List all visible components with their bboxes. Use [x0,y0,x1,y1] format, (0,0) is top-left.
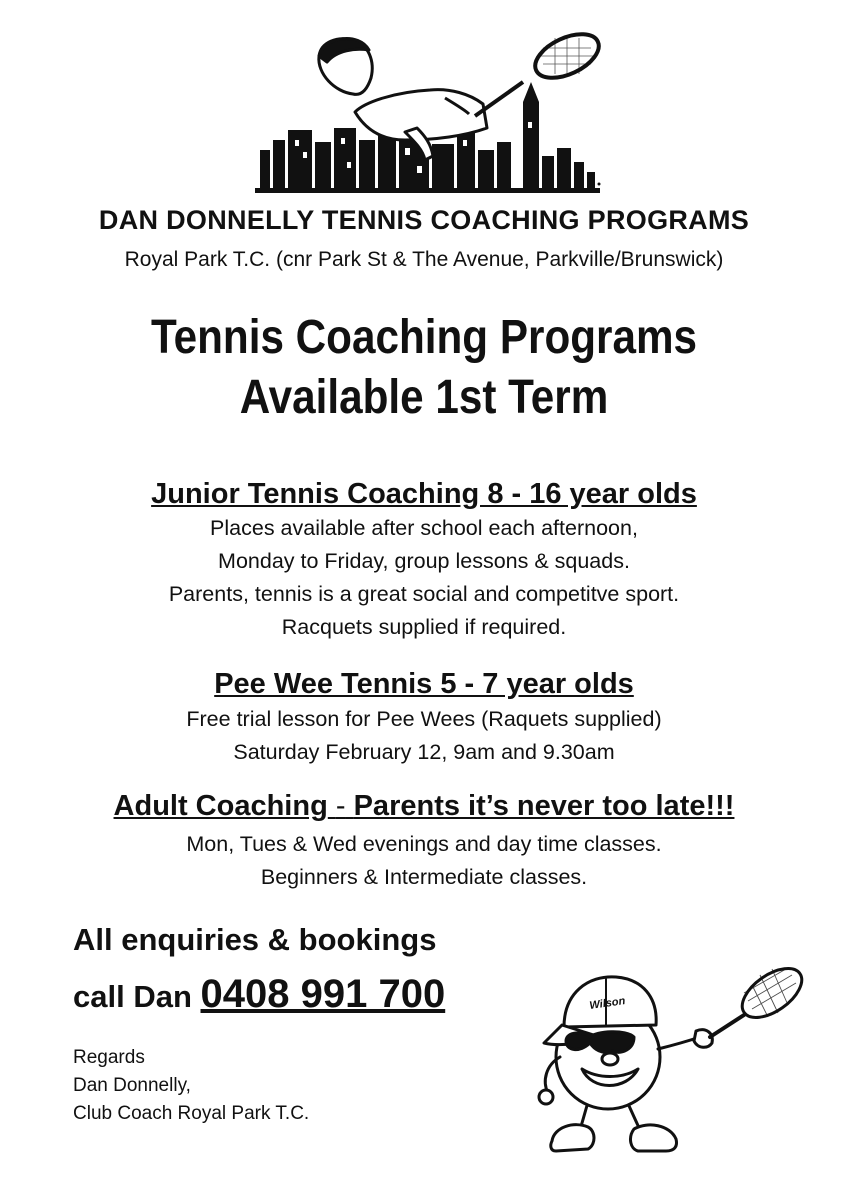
heading-separator: - [335,790,346,822]
adult-line: Beginners & Intermediate classes. [260,865,588,889]
signoff-regards: Regards [73,1047,145,1068]
signoff-role: Club Coach Royal Park T.C. [73,1103,310,1124]
junior-line: Racquets supplied if required. [281,615,567,639]
peewee-tennis-heading: Pee Wee Tennis 5 - 7 year olds [214,668,634,700]
peewee-line: Free trial lesson for Pee Wees (Raquets supplied) [186,707,662,731]
junior-line: Monday to Friday, group lessons & squads. [218,549,630,573]
adult-coaching-tagline: Parents it’s never too late!!! [353,790,735,822]
peewee-line: Saturday February 12, 9am and 9.30am [233,740,615,764]
junior-line: Places available after school each afternoon, [210,516,638,540]
cap-logo-text: Wilson [588,995,627,1012]
enquiries-line: All enquiries & bookings [73,922,437,957]
adult-coaching-title: Adult Coaching [113,790,328,822]
adult-coaching-heading [0,790,848,823]
adult-line: Mon, Tues & Wed evenings and day time classes. [186,832,662,856]
adult-coaching-details [0,828,848,894]
peewee-tennis-details [0,703,848,769]
main-title [51,308,797,428]
call-line [73,972,445,1017]
call-prefix: call Dan [73,979,192,1014]
main-title-line-2: Available 1st Term [239,371,609,424]
phone-number[interactable]: 0408 991 700 [200,972,446,1016]
junior-coaching-heading: Junior Tennis Coaching 8 - 16 year olds [151,478,697,510]
signoff [73,1044,309,1128]
tennis-player-skyline-logo-icon [255,32,615,197]
signoff-name: Dan Donnelly, [73,1075,191,1096]
junior-coaching-details [0,512,848,644]
org-name-heading: DAN DONNELLY TENNIS COACHING PROGRAMS [98,205,750,235]
tennis-ball-mascot-icon [530,945,810,1165]
junior-line: Parents, tennis is a great social and competitve sport. [168,582,680,606]
club-address: Royal Park T.C. (cnr Park St & The Avenue, Parkville/Brunswick) [124,248,724,271]
main-title-line-1: Tennis Coaching Programs [150,311,698,364]
